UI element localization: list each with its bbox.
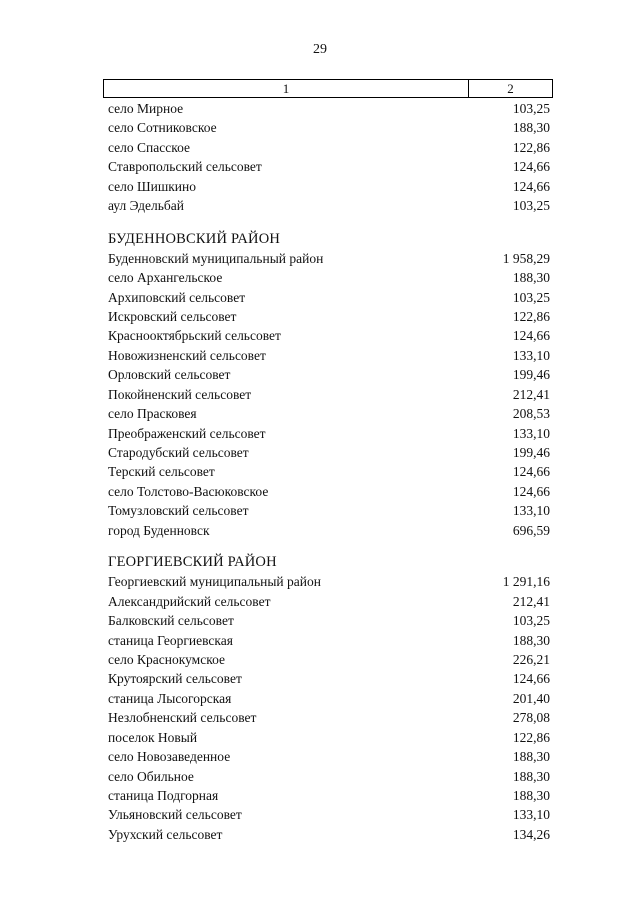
row-name: село Прасковея [108, 406, 197, 422]
row-name: город Буденновск [108, 522, 210, 538]
block-2 [108, 249, 550, 541]
row-value: 124,66 [512, 671, 550, 687]
row-name: село Краснокумское [108, 651, 225, 667]
row-name: Балковский сельсовет [108, 613, 234, 629]
table-row [108, 268, 550, 287]
table-row [108, 157, 550, 176]
row-name: Буденновский муниципальный район [108, 250, 324, 266]
table-row [108, 365, 550, 384]
table-row [108, 307, 550, 326]
row-name: станица Подгорная [108, 788, 219, 803]
table-row [108, 572, 550, 591]
table-row [108, 501, 550, 520]
row-value: 188,30 [512, 270, 550, 286]
row-value: 226,21 [512, 651, 550, 667]
row-value: 122,86 [512, 729, 550, 745]
table-row [108, 443, 550, 462]
row-value: 188,30 [512, 632, 550, 648]
table-header [103, 79, 553, 98]
row-value: 124,66 [512, 159, 550, 175]
row-name: село Архангельское [108, 270, 223, 286]
table-row [108, 288, 550, 307]
table-body [108, 99, 550, 844]
row-value: 199,46 [512, 367, 550, 383]
block-1 [108, 99, 550, 216]
row-value: 103,25 [512, 613, 550, 629]
row-value: 208,53 [512, 406, 550, 422]
table-row [108, 689, 550, 708]
row-value: 133,10 [512, 807, 550, 823]
row-name: станица Георгиевская [108, 632, 233, 648]
row-name: аул Эдельбай [108, 198, 184, 214]
row-value: 122,86 [512, 139, 550, 155]
table-row [108, 118, 550, 137]
row-value: 103,25 [512, 101, 550, 116]
row-name: село Спасское [108, 139, 190, 155]
row-name: село Толстово-Васюковское [108, 483, 269, 499]
table-row [108, 346, 550, 365]
row-value: 212,41 [512, 386, 550, 402]
row-value: 188,30 [512, 788, 550, 803]
table-row [108, 196, 550, 215]
table-row [108, 825, 550, 844]
row-value: 188,30 [512, 768, 550, 784]
table-row [108, 521, 550, 540]
table-row [108, 767, 550, 786]
table-row [108, 424, 550, 443]
row-value: 199,46 [512, 445, 550, 460]
row-name: Покойненский сельсовет [108, 386, 252, 402]
row-value: 133,10 [512, 503, 550, 519]
row-name: село Шишкино [108, 178, 197, 194]
table-row [108, 592, 550, 611]
row-name: станица Лысогорская [108, 690, 232, 706]
row-value: 278,08 [512, 710, 550, 726]
row-value: 212,41 [512, 593, 550, 609]
table-row [108, 99, 550, 118]
row-name: Преображенский сельсовет [108, 425, 266, 441]
table-row [108, 326, 550, 345]
table-row [108, 650, 550, 669]
block-3 [108, 572, 550, 844]
page-number: 29 [313, 42, 327, 57]
row-value: 1 958,29 [502, 250, 550, 266]
table-row [108, 611, 550, 630]
row-name: село Мирное [108, 101, 184, 116]
row-name: Ставропольский сельсовет [108, 159, 262, 175]
row-name: село Сотниковское [108, 120, 217, 136]
table-row [108, 728, 550, 747]
row-name: Томузловский сельсовет [108, 503, 249, 519]
row-name: Искровский сельсовет [108, 308, 237, 324]
table-row [108, 249, 550, 268]
row-value: 124,66 [512, 464, 550, 480]
table-row [108, 708, 550, 727]
row-value: 1 291,16 [502, 574, 550, 590]
row-name: Терский сельсовет [108, 464, 215, 480]
row-name: Орловский сельсовет [108, 367, 231, 383]
row-value: 133,10 [512, 347, 550, 363]
row-value: 201,40 [512, 690, 550, 706]
table-row [108, 404, 550, 423]
row-name: поселок Новый [108, 729, 198, 745]
row-name: Георгиевский муниципальный район [108, 574, 321, 590]
row-value: 103,25 [512, 289, 550, 305]
table-row [108, 669, 550, 688]
row-name: Урухский сельсовет [108, 826, 223, 842]
row-name: Краснооктябрьский сельсовет [108, 328, 281, 344]
table-row [108, 462, 550, 481]
table-row [108, 786, 550, 805]
row-value: 103,25 [512, 198, 550, 214]
row-name: Незлобненский сельсовет [108, 710, 257, 726]
row-value: 188,30 [512, 749, 550, 765]
row-value: 133,10 [512, 425, 550, 441]
section-title-georgievsky: ГЕОРГИЕВСКИЙ РАЙОН [108, 554, 277, 571]
column-header-1: 1 [104, 80, 469, 97]
row-name: Ульяновский сельсовет [108, 807, 242, 823]
row-name: Архиповский сельсовет [108, 289, 246, 305]
row-name: Крутоярский сельсовет [108, 671, 242, 687]
row-value: 134,26 [512, 826, 550, 842]
table-row [108, 177, 550, 196]
row-name: Александрийский сельсовет [108, 593, 271, 609]
row-value: 696,59 [512, 522, 550, 538]
row-value: 122,86 [512, 308, 550, 324]
row-value: 124,66 [512, 178, 550, 194]
table-row [108, 805, 550, 824]
row-name: Новожизненский сельсовет [108, 347, 266, 363]
row-name: село Обильное [108, 768, 194, 784]
table-row [108, 385, 550, 404]
row-name: село Новозаведенное [108, 749, 231, 765]
row-value: 124,66 [512, 483, 550, 499]
row-name: Стародубский сельсовет [108, 445, 249, 460]
table-row [108, 482, 550, 501]
row-value: 188,30 [512, 120, 550, 136]
column-header-2: 2 [507, 81, 514, 96]
table-row [108, 747, 550, 766]
table-row [108, 138, 550, 157]
table-row [108, 631, 550, 650]
section-title-budennovsky: БУДЕННОВСКИЙ РАЙОН [108, 230, 281, 247]
row-value: 124,66 [512, 328, 550, 344]
